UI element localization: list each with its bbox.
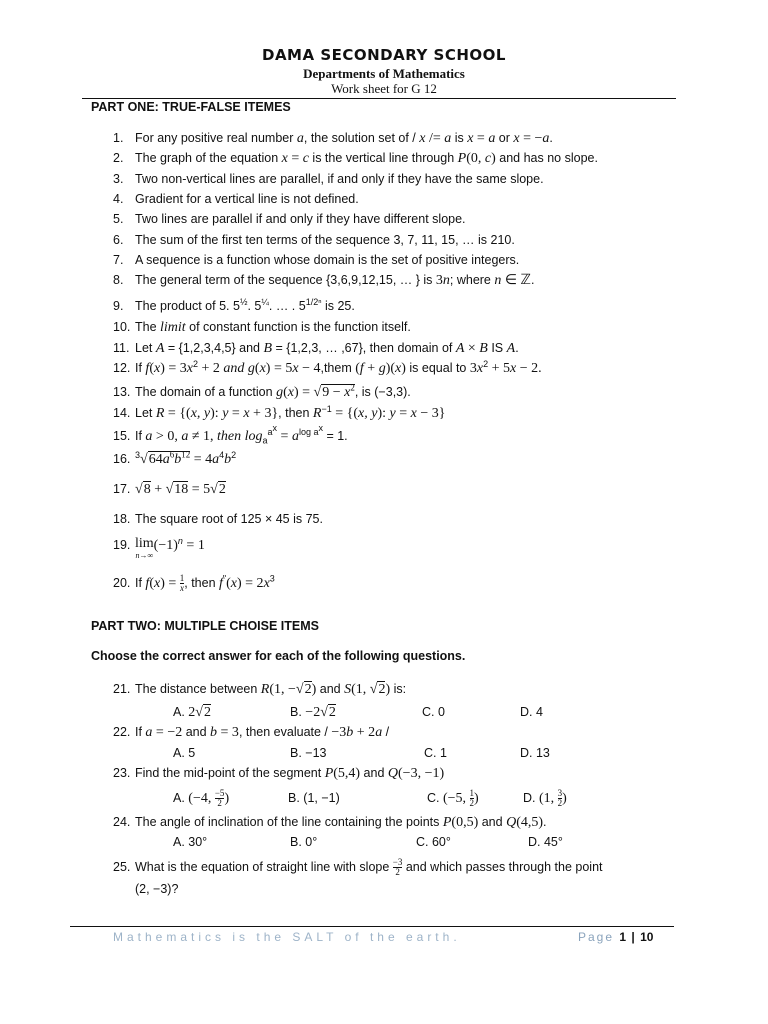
question-9: 9. The product of 5. $5^{\frac{1}{2}}$. $5^{\frac{1}{4}}$. … . $5^{1/2^n}$ is 25.: [113, 296, 355, 313]
question-20: 20. If f(x) = $\frac{1}{x}$ , then $f^"(x) = 2x^3$: [113, 573, 275, 593]
question-7: 7. A sequence is a function whose domain is the set of positive integers.: [113, 253, 520, 267]
question-2: 2. The graph of the equation x = c is the vertical line through P(0, c) and has no slope.: [113, 151, 598, 166]
school-name: DAMA SECONDARY SCHOOL: [262, 46, 506, 64]
q22-option-c: C. 1: [424, 746, 447, 760]
question-22: 22. If a = −2 and b = 3, then evaluate / −3b + 2a /: [113, 725, 390, 740]
question-15: 15. If a > 0, a ≠ 1, then $\log_a^{a^x} = a^{log a^x} = 1$.: [113, 423, 348, 446]
q22-option-d: D. 13: [520, 746, 550, 760]
q22-option-b: B. −13: [290, 746, 327, 760]
part-two-instruction: Choose the correct answer for each of the following questions.: [91, 649, 466, 663]
question-5: 5. Two lines are parallel if and only if they have different slope.: [113, 212, 466, 226]
question-14: 14. Let R = {(x, y): y = x + 3}, then $R^{-1} = \{(x$, y): y = x − 3}: [113, 403, 446, 421]
question-24: 24. The angle of inclination of the line containing the points P(0,5) and Q(4,5).: [113, 815, 547, 830]
q24-option-a: A. 30°: [173, 835, 208, 849]
q21-option-c: C. 0: [422, 705, 445, 719]
question-13: 13. The domain of a function $g(x) = √9 - x^2$, is (−3,3).: [113, 382, 411, 400]
q24-option-b: B. 0°: [290, 835, 318, 849]
footer-divider: [70, 926, 674, 927]
q23-option-b: B. (1, −1): [288, 791, 340, 805]
question-25-point: (2, −3)?: [135, 882, 179, 896]
question-12: 12. If $f(x) = 3x^2 + 2$ and g(x) = 5x − 4,them (f + g)(x) is equal to $3x^2 + 5x - 2$.: [113, 358, 542, 376]
q21-option-b: B. −2√2: [290, 705, 336, 720]
q24-option-d: D. 45°: [528, 835, 563, 849]
question-11: 11. Let A = {1,2,3,4,5} and B = {1,2,3, … ,67}, then domain of A × B IS A.: [113, 341, 519, 356]
question-8: 8. The general term of the sequence {3,6,9,12,15, … } is 3n; where n ∈ ℤ.: [113, 273, 535, 288]
department-name: Departments of Mathematics: [303, 66, 465, 81]
question-23: 23. Find the mid-point of the segment P(5,4) and Q(−3, −1): [113, 766, 445, 781]
question-21: 21. The distance between R(1, −√2) and S(1, √2) is:: [113, 682, 407, 697]
q24-option-c: C. 60°: [416, 835, 451, 849]
worksheet-title: Work sheet for G 12: [331, 81, 437, 96]
q23-option-d: D. (1, $\frac{3}{2}$ ): [523, 788, 567, 808]
part-one-title: PART ONE: TRUE-FALSE ITEMES: [91, 100, 291, 114]
question-18: 18. The square root of 125 × 45 is 75.: [113, 512, 323, 526]
q22-option-a: A. 5: [173, 746, 196, 760]
question-1: 1. For any positive real number a, the solution set of / x /= a is x = a or x = −a.: [113, 131, 553, 146]
question-19: 19. lim $n\to\infty(-1)^n = 1$: [113, 535, 205, 560]
question-3: 3. Two non-vertical lines are parallel, if and only if they have the same slope.: [113, 172, 544, 186]
question-6: 6. The sum of the first ten terms of the sequence 3, 7, 11, 15, … is 210.: [113, 233, 515, 247]
q23-option-a: A. (−4, $\frac{-5}{2}$ ): [173, 788, 230, 808]
q21-option-d: D. 4: [520, 705, 543, 719]
page-number: Page 1 | 10: [578, 930, 654, 944]
part-two-title: PART TWO: MULTIPLE CHOISE ITEMS: [91, 619, 319, 633]
footer-motto: Mathematics is the SALT of the earth.: [113, 930, 461, 944]
question-16: 16. $^3√64a^6b^{12} = 4a^4b^2$: [113, 449, 237, 467]
header-divider: [82, 98, 676, 99]
question-10: 10. The limit of constant function is the function itself.: [113, 320, 411, 335]
question-17: 17. √8 + √18 = 5√2: [113, 482, 226, 497]
question-25: 25. What is the equation of straight line with slope $\frac{-3}{2}$ and which passes through the point: [113, 857, 603, 877]
q21-option-a: A. 2√2: [173, 705, 211, 720]
question-4: 4. Gradient for a vertical line is not defined.: [113, 192, 359, 206]
q23-option-c: C. (−5, $\frac{1}{2}$ ): [427, 788, 479, 808]
